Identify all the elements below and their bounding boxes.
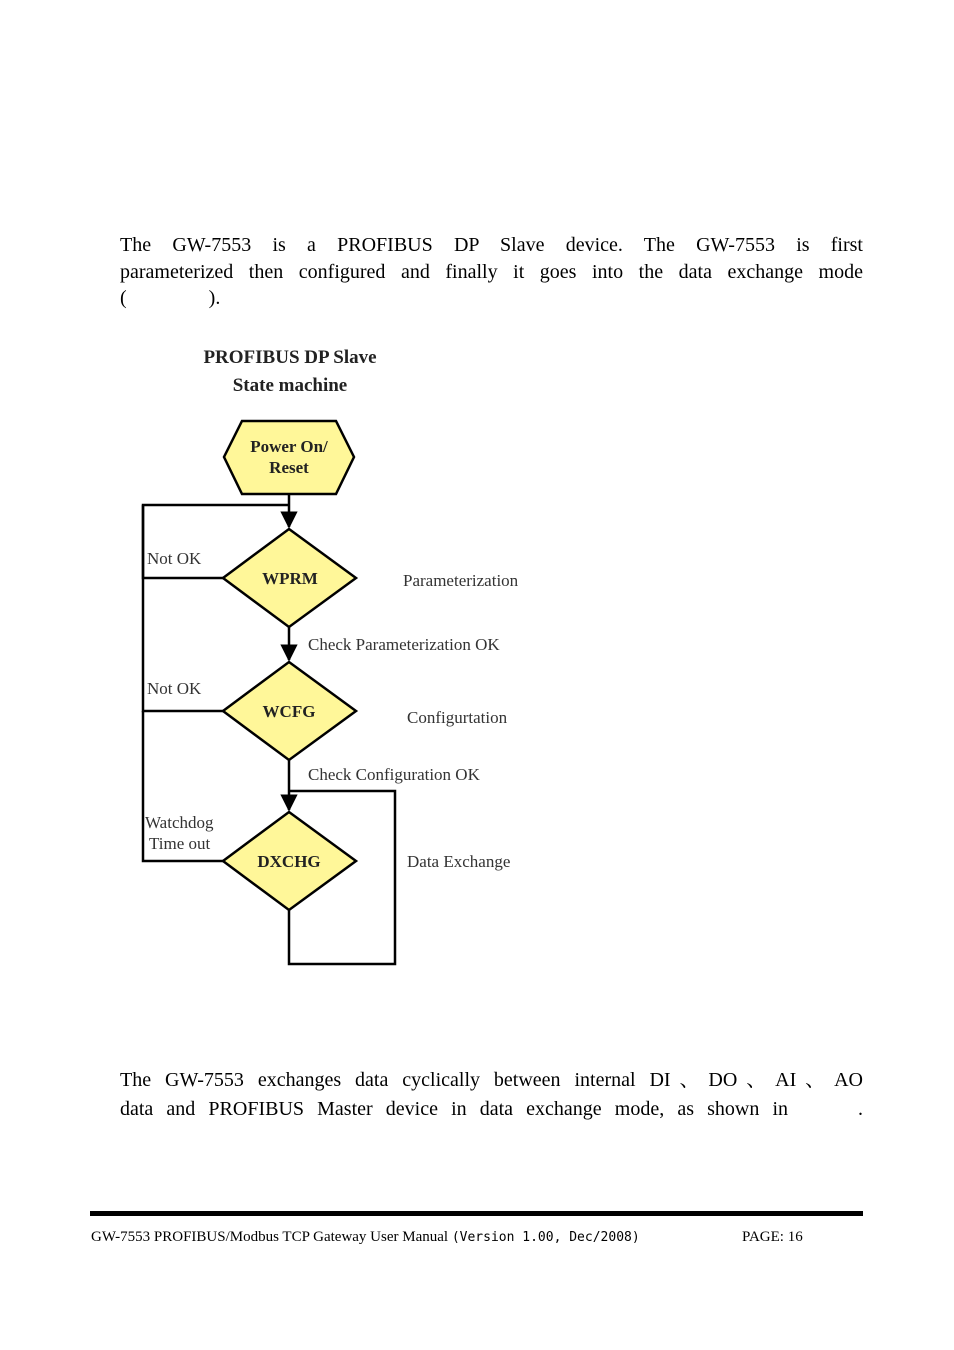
footer-manual-title bbox=[91, 1229, 640, 1246]
footer-page-number: PAGE: 16 bbox=[742, 1229, 803, 1245]
intro-line-1: The GW-7553 is a PROFIBUS DP Slave device. The GW-7553 is first bbox=[120, 234, 863, 256]
data-exchange-paragraph bbox=[120, 1066, 863, 1123]
label-watchdog-1: Watchdog bbox=[145, 813, 214, 832]
label-data-exchange: Data Exchange bbox=[407, 852, 511, 871]
diagram-title-line-1: PROFIBUS DP Slave bbox=[203, 347, 377, 368]
data-exchange-line-2 bbox=[120, 1095, 863, 1124]
label-check-parameterization: Check Parameterization OK bbox=[308, 635, 500, 654]
figure-ref-open: ( bbox=[120, 287, 127, 309]
footer-version: (Version 1.00, Dec/2008) bbox=[451, 1230, 640, 1245]
label-not-ok-1: Not OK bbox=[147, 549, 202, 568]
intro-line-2: parameterized then configured and finally it goes into the data exchange mode bbox=[120, 260, 863, 283]
data-exchange-line-1: The GW-7553 exchanges data cyclically between internal DI、DO、AI、AO bbox=[120, 1069, 863, 1091]
node-wprm-label: WPRM bbox=[262, 569, 318, 588]
node-dxchg-label: DXCHG bbox=[257, 852, 321, 871]
data-exchange-line-2-text: data and PROFIBUS Master device in data exchange mode, as shown in bbox=[120, 1097, 788, 1120]
footer-manual-name: GW-7553 PROFIBUS/Modbus TCP Gateway User Manual bbox=[91, 1229, 449, 1245]
footer-divider bbox=[90, 1211, 863, 1216]
label-configuration: Configurtation bbox=[407, 708, 508, 727]
data-exchange-line-2-end: . bbox=[858, 1097, 863, 1120]
label-check-configuration: Check Configuration OK bbox=[308, 765, 480, 784]
node-wcfg-label: WCFG bbox=[262, 702, 316, 721]
label-not-ok-2: Not OK bbox=[147, 679, 202, 698]
label-parameterization: Parameterization bbox=[403, 571, 519, 590]
figure-ref-close: ). bbox=[208, 287, 221, 309]
diagram-title-line-2: State machine bbox=[232, 375, 348, 396]
label-watchdog-2: Time out bbox=[149, 834, 211, 853]
node-power-label-1: Power On/ bbox=[250, 437, 328, 456]
node-power-label-2: Reset bbox=[269, 458, 309, 477]
